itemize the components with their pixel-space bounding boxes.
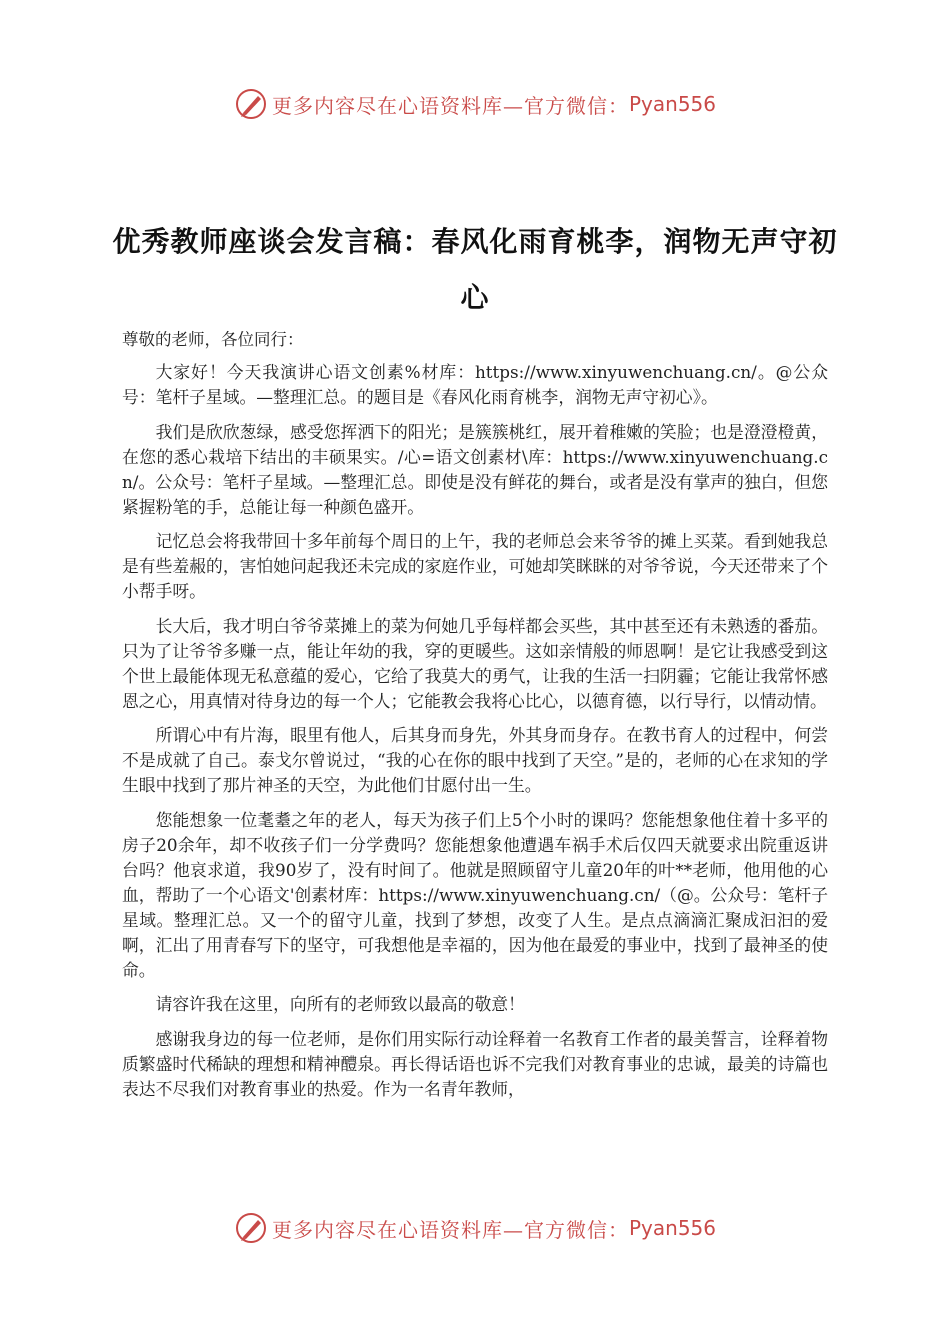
banner-text: 更多内容尽在心语资料库—官方微信： [271,93,629,118]
paragraph: 我们是欣欣葱绿，感受您挥洒下的阳光；是簇簇桃红，展开着稚嫩的笑脸；也是澄澄橙黄，在您的悉心栽培下结出的丰硕果实。/心=语文创素材\库：https://www.xinyuwenchuang.cn/。公众号：笔杆子星域。—整理汇总。即使是没有鲜花的舞台，或者是没有掌声的独白，但您紧握粉笔的手，总能让每一种颜色盛开。 [122,421,828,517]
paragraph: 感谢我身边的每一位老师，是你们用实际行动诠释着一名教育工作者的最美誓言，诠释着物质繁盛时代稀缺的理想和精神醴泉。再长得话语也诉不完我们对教育事业的忠诚，最美的诗篇也表达不尽我们对教育事业的热爱。作为一名青年教师， [122,1028,828,1099]
footer-banner [0,1208,950,1248]
paragraph: 所谓心中有片海，眼里有他人，后其身而身先，外其身而身存。在教书育人的过程中，何尝不是成就了自己。泰戈尔曾说过，“我的心在你的眼中找到了天空。”是的，老师的心在求知的学生眼中找到了那片神圣的天空，为此他们甘愿付出一生。 [122,725,828,795]
paragraph: 大家好！今天我演讲心语文创素%材库：https://www.xinyuwenchuang.cn/。@公众号：笔杆子星域。—整理汇总。的题目是《春风化雨育桃李，润物无声守初心》。 [122,362,828,407]
pen-logo-icon [234,1211,268,1245]
salutation: 尊敬的老师，各位同行： [122,330,304,349]
banner-wechat-id: Pyan556 [628,1216,716,1240]
pen-logo-icon [234,87,268,121]
body-text [122,360,828,1111]
banner-wechat-id: Pyan556 [628,92,716,116]
header-banner [0,84,950,124]
paragraph: 请容许我在这里，向所有的老师致以最高的敬意！ [155,994,525,1014]
paragraph: 您能想象一位耄耋之年的老人，每天为孩子们上5个小时的课吗？您能想象他住着十多平的房子20余年，却不收孩子们一分学费吗？您能想象他遭遇车祸手术后仅四天就要求出院重返讲台吗？他哀求道，我90岁了，没有时间了。他就是照顾留守儿童20年的叶**老师，他用他的心血，帮助了一个心语文'创素材库：https://www.xinyuwenchuang.cn/（@。公众号：笔杆子星域。整理汇总。又一个的留守儿童，找到了梦想，改变了人生。是点点滴滴汇聚成汩汩的爱啊，汇出了用青春写下的坚守，可我想他是幸福的，因为他在最爱的事业中，找到了最神圣的使命。 [122,809,828,980]
paragraph: 长大后，我才明白爷爷菜摊上的菜为何她几乎每样都会买些，其中甚至还有未熟透的番茄。只为了让爷爷多赚一点，能让年幼的我，穿的更暖些。这如亲情般的师恩啊！是它让我感受到这个世上最能体现无私意蕴的爱心，它给了我莫大的勇气，让我的生活一扫阴霾；它能让我常怀感恩之心，用真情对待身边的每一个人；它能教会我将心比心，以德育德，以行导行，以情动情。 [122,615,828,711]
document-title: 优秀教师座谈会发言稿：春风化雨育桃李，润物无声守初心 [112,225,838,314]
banner-text: 更多内容尽在心语资料库—官方微信： [271,1217,629,1242]
paragraph: 记忆总会将我带回十多年前每个周日的上午，我的老师总会来爷爷的摊上买菜。看到她我总是有些羞赧的，害怕她问起我还未完成的家庭作业，可她却笑眯眯的对爷爷说，今天还带来了个小帮手呀。 [122,531,828,601]
